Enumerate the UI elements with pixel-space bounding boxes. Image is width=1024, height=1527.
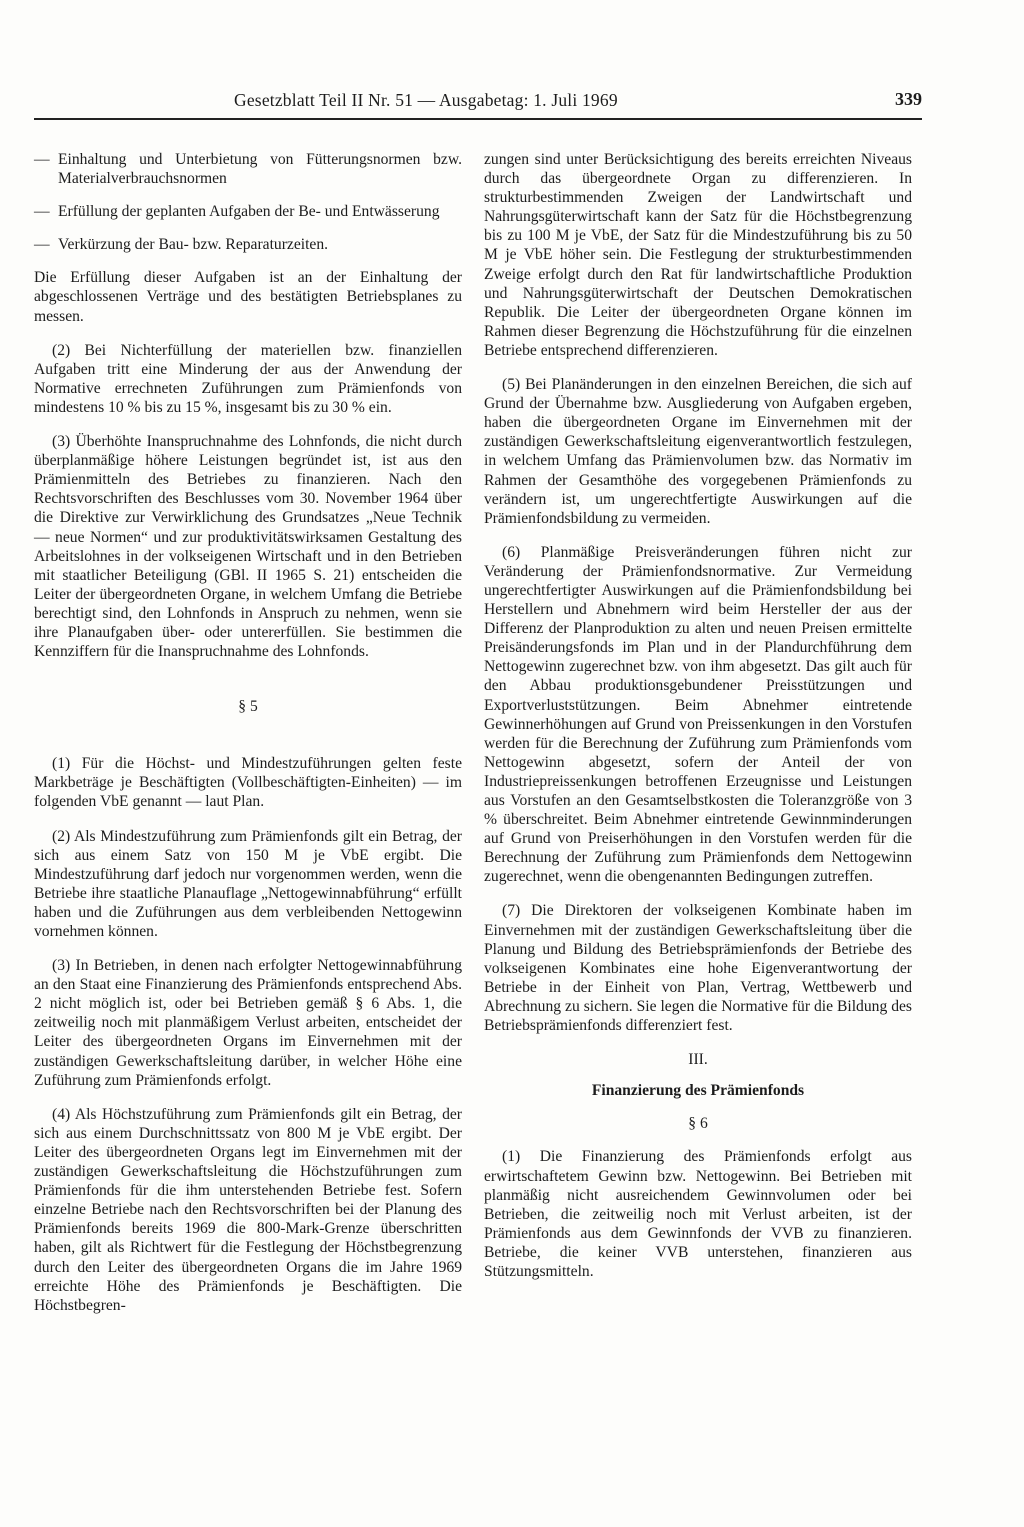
section-5-paragraph-1: (1) Für die Höchst- und Mindestzuführungen gelten feste Markbeträge je Beschäftigten (Vollbeschäftigten-Einheiten) — im folgenden VbE genannt — laut Plan. bbox=[34, 755, 462, 811]
section-5-heading: § 5 bbox=[238, 698, 258, 716]
list-item-text: Einhaltung und Unterbietung von Fütterungsnormen bzw. Materialverbrauchsnormen bbox=[58, 151, 462, 188]
paragraph-7: (7) Die Direktoren der volkseigenen Kombinate haben im Einvernehmen mit der zuständigen Gewerkschaftsleitung über die Planung und Bildung des Betriebsprämienfonds der Betriebe des volkseigenen Kombinates eine hohe Eigenverantwortung der Betriebe in der Einheit von Plan, Vertrag, Wettbewerb und Abrechnung zu sichern. Sie legen die Normative für die Bildung des Betriebsprämienfonds differenziert fest. bbox=[484, 902, 912, 1035]
section-5-paragraph-2: (2) Als Mindestzuführung zum Prämienfonds gilt ein Betrag, der sich aus einem Satz von 150 M je VbE ergibt. Die Mindestzuführung darf jedoch nur vorgenommen werden, wenn die Betriebe ihre staatliche Planauflage „Nettogewinnabführung“ erfüllt haben und die Zuführungen aus dem verbleibenden Nettogewinn vornehmen können. bbox=[34, 827, 462, 940]
list-item bbox=[34, 235, 462, 254]
dash-bullet: — bbox=[34, 151, 50, 168]
list-item-text: Erfüllung der geplanten Aufgaben der Be- und Entwässerung bbox=[58, 203, 440, 221]
paragraph-2: (2) Bei Nichterfüllung der materiellen bzw. finanziellen Aufgaben tritt eine Minderung der aus der Anwendung der Normative errechneten Zuführungen zum Prämienfonds von mindestens 10 % bis zu 15 %, insgesamt bis zu 30 % ein. bbox=[34, 341, 462, 416]
header-title: Gesetzblatt Teil II Nr. 51 — Ausgabetag: 1. Juli 1969 bbox=[234, 90, 618, 110]
section-6-heading: § 6 bbox=[688, 1115, 708, 1133]
part-heading: Finanzierung des Prämienfonds bbox=[591, 1082, 805, 1100]
page-header bbox=[34, 88, 922, 120]
paragraph-3: (3) Überhöhte Inanspruchnahme des Lohnfonds, die nicht durch überplanmäßige höhere Leistungen begründet ist, ist aus den Prämienmitteln des Betriebes zu finanzieren. Nach den Rechtsvorschriften des Beschlusses vom 30. November 1964 über die Direktive zur Verwirklichung des Grundsatzes „Neue Technik — neue Normen“ und zur produktivitätswirksamen Gestaltung des Arbeitslohnes in der volkseigenen Wirtschaft und in den Betrieben mit staatlicher Beteiligung (GBl. II 1965 S. 21) entscheiden die Leiter der übergeordneten Organe, in welchem Umfang die Betriebe berechtigt sind, den Lohnfonds in Anspruch zu nehmen, wenn sie ihre Planaufgaben über- oder untererfüllen. Sie bestimmen die Kennziffern für die Inanspruchnahme des Lohnfonds. bbox=[34, 433, 462, 661]
dash-bullet: — bbox=[34, 203, 50, 221]
section-6-paragraph-1: (1) Die Finanzierung des Prämienfonds erfolgt aus erwirtschaftetem Gewinn bzw. Nettogewinn. Bei Betrieben mit planmäßig nicht ausreichendem Gewinnvolumen oder bei Betrieben, die zeitweilig noch mit Verlust arbeiten, ist der Prämienfonds aus dem Gewinnfonds der VVB zu finanzieren. Betriebe, die keiner VVB unterstehen, finanzieren aus Stützungsmitteln. bbox=[484, 1148, 912, 1280]
paragraph-continuation: zungen sind unter Berücksichtigung des bereits erreichten Niveaus durch das übergeordnete Organ zu differenzieren. In strukturbestimmenden Zweigen der Landwirtschaft und Nahrungsgüterwirtschaft kann der Satz für die Höchstbegrenzung bis zu 100 M je VbE, der Satz für die Mindestzuführung bis zu 50 M je VbE höher sein. Die Festlegung der strukturbestimmenden Zweige erfolgt durch den Rat für landwirtschaftliche Produktion und Nahrungsgüterwirtschaft der Deutschen Demokratischen Republik. Die Leiter der übergeordneten Organe können im Rahmen dieser Begrenzung die Höchstzuführung für die einzelnen Betriebe entsprechend differenzieren. bbox=[484, 151, 912, 359]
dash-bullet: — bbox=[34, 236, 50, 254]
paragraph-5: (5) Bei Planänderungen in den einzelnen Bereichen, die sich auf Grund der Übernahme bzw. Ausgliederung von Aufgaben ergeben, haben die übergeordneten Organe im Einvernehmen mit der zuständigen Gewerkschaftsleitung eigenverantwortlich festzulegen, in welchem Umfang das Prämienvolumen bzw. das Normativ im Rahmen der Gesamthöhe des vorgegebenen Prämienfonds zu verändern ist, um ungerechtfertigte Auswirkungen auf die Prämienfondsbildung zu vermeiden. bbox=[484, 376, 912, 527]
right-column bbox=[484, 150, 912, 1296]
left-column bbox=[34, 150, 462, 1330]
section-5-paragraph-3: (3) In Betrieben, in denen nach erfolgter Nettogewinnabführung an den Staat eine Finanzierung des Prämienfonds entsprechend Abs. 2 nicht möglich ist, oder bei Betrieben gemäß § 6 Abs. 1, die zeitweilig noch mit planmäßigem Verlust arbeiten, entscheidet der Leiter des übergeordneten Organs im Einvernehmen mit der zuständigen Gewerkschaftsleitung darüber, in welcher Höhe eine Zuführung zum Prämienfonds erfolgt. bbox=[34, 957, 462, 1089]
part-number: III. bbox=[688, 1051, 708, 1069]
list-item bbox=[34, 150, 462, 188]
section-5-paragraph-4: (4) Als Höchstzuführung zum Prämienfonds gilt ein Betrag, der sich aus einem Durchschnittssatz von 800 M je VbE ergibt. Der Leiter des übergeordneten Organs legt im Einvernehmen mit der zuständigen Gewerkschaftsleitung die Höchstzuführungen zum Prämienfonds für die ihm unterstehenden Betriebe fest. Sofern einzelne Betriebe nach den Rechtsvorschriften bei der Planung des Prämienfonds bereits 1969 die 800-Mark-Grenze überschritten haben, gilt als Richtwert für die Festlegung der Höchstbegrenzung durch den Leiter des übergeordneten Organs die im Jahre 1969 erreichte Höhe des Prämienfonds je Beschäftigten. Die Höchstbegren- bbox=[34, 1105, 462, 1314]
paragraph-intro: Die Erfüllung dieser Aufgaben ist an der Einhaltung der abgeschlossenen Verträge und des bestätigten Betriebsplanes zu messen. bbox=[34, 269, 462, 325]
list-item bbox=[34, 202, 462, 221]
paragraph-6: (6) Planmäßige Preisveränderungen führen nicht zur Veränderung der Prämienfondsnormative. Zur Vermeidung ungerechtfertigter Auswirkungen auf die Prämienfondsbildung bei Herstellern und Abnehmern wird beim Hersteller der aus der Differenz der Planproduktion zu alten und neuen Preisen ermittelte Preisänderungsfonds im Plan und in der Plandurchführung dem Nettogewinn zugerechnet bzw. von ihm abgesetzt. Das gilt auch für den Abbau produktionsgebundener Preisstützungen und Exportverluststützungen. Beim Abnehmer eintretende Gewinnerhöhungen auf Grund von Preissenkungen in den Vorstufen werden für die Berechnung der Zuführung zum Prämienfonds vom Nettogewinn abgesetzt, sofern der Anteil der von Industriepreissenkungen betroffenen Erzeugnisse und Leistungen aus Vorstufen an den Gesamtselbstkosten die Toleranzgröße von 3 % überschreitet. Beim Abnehmer eintretende Gewinnminderungen auf Grund von Preiserhöhungen in den Vorstufen werden für die Berechnung der Zuführung zum Prämienfonds dem Nettogewinn zugerechnet, wenn die obengenannten Bedingungen zutreffen. bbox=[484, 543, 912, 886]
list-item-text: Verkürzung der Bau- bzw. Reparaturzeiten. bbox=[58, 236, 329, 254]
page-number: 339 bbox=[895, 89, 922, 109]
